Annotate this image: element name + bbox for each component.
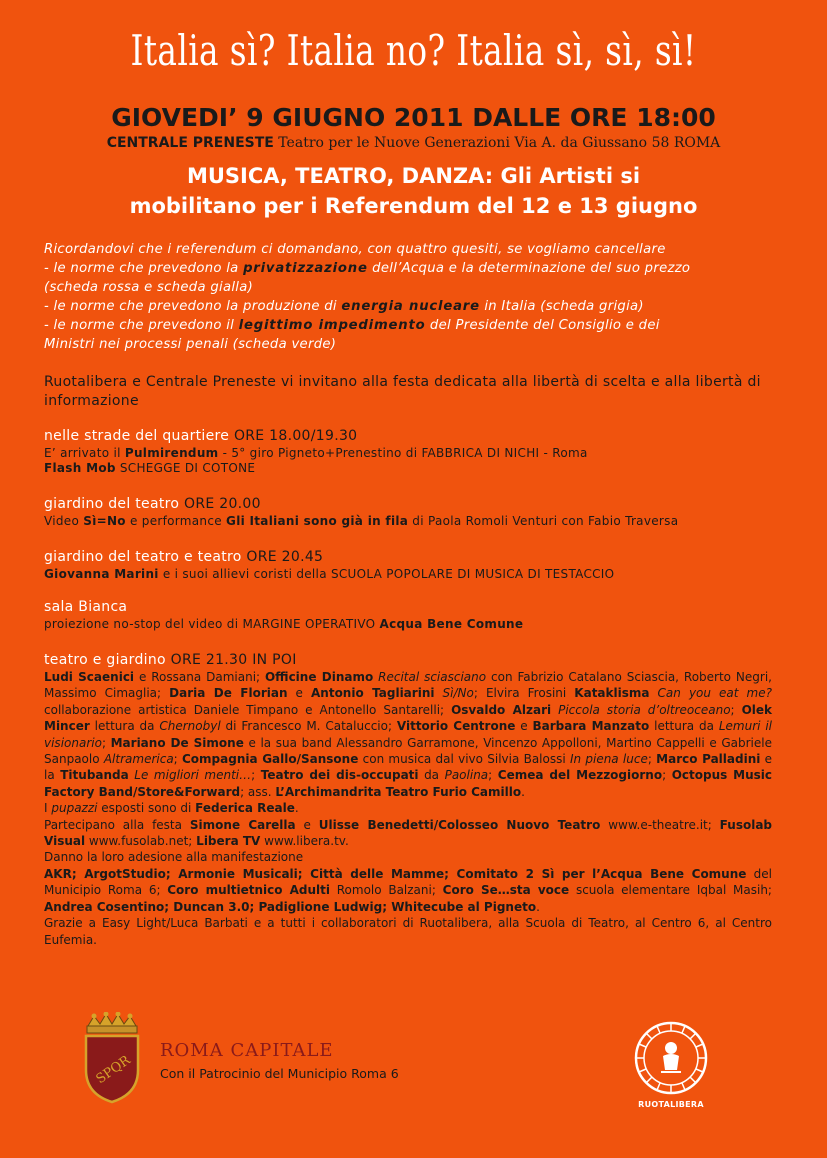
section-place: giardino del teatro e teatro — [44, 549, 247, 565]
intro-emphasis: energia nucleare — [341, 299, 480, 314]
t: Simone Carella — [189, 817, 296, 832]
t: www.fusolab.net; — [85, 834, 197, 849]
t: e la sua band Alessandro Garramone, Vincenzo Appolloni, Martino Cappelli e Gabriele Sanpaolo — [44, 735, 772, 767]
section-heading — [44, 651, 794, 670]
t: Marco Palladini — [656, 752, 761, 767]
invite-text: Ruotalibera e Centrale Preneste vi invitano alla festa dedicata alla libertà di scelta e alla libertà di informazione — [44, 374, 761, 409]
participants-paragraph — [44, 817, 772, 850]
t: lettura da — [89, 719, 160, 734]
t: Fusolab Visual — [44, 817, 773, 849]
headline-line-2: mobilitano per i Referendum del 12 e 13 giugno — [129, 194, 698, 218]
t: Ulisse Benedetti/Colosseo Nuovo Teatro — [318, 817, 601, 832]
text: - 5° giro Pigneto+Prenestino di FABBRICA DI NICHI - Roma — [218, 446, 588, 460]
intro-text: - le norme che prevedono la produzione di — [44, 299, 342, 314]
intro-line: Ricordandovi che i referendum ci domandano, con quattro quesiti, se vogliamo cancellare — [44, 242, 666, 257]
section-line — [44, 617, 794, 632]
t: ; — [251, 768, 261, 783]
intro-emphasis: privatizzazione — [243, 261, 368, 276]
intro-text: in Italia (scheda grigia) — [479, 299, 644, 314]
page-title: Italia sì? Italia no? Italia sì, sì, sì! — [130, 26, 697, 75]
headline-line-1: MUSICA, TEATRO, DANZA: Gli Artisti si — [186, 164, 641, 188]
t: Coro Se…sta voce — [442, 883, 570, 898]
section-time: ORE 20.45 — [246, 549, 324, 565]
t: . — [521, 784, 525, 799]
t: Libera TV — [196, 834, 261, 849]
section-heading: sala Bianca — [44, 599, 128, 615]
intro-line — [44, 297, 794, 316]
t: Recital sciasciano — [373, 670, 487, 684]
supporters-paragraph — [44, 866, 772, 915]
t: ; — [730, 702, 742, 717]
t: Mariano De Simone — [110, 735, 244, 750]
text-bold: Pulmirendum — [124, 446, 219, 460]
text: proiezione no-stop del video di MARGINE OPERATIVO — [44, 617, 380, 631]
event-venue — [0, 135, 827, 151]
text-bold: Gli Italiani sono già in fila — [226, 514, 409, 528]
t: ; Elvira Frosini — [473, 686, 575, 701]
intro-text: - le norme che prevedono la — [44, 261, 244, 276]
text: e i suoi allievi coristi della SCUOLA POPOLARE DI MUSICA DI TESTACCIO — [158, 567, 615, 581]
section-garden-2045 — [44, 548, 794, 582]
t: e Rossana Damiani; — [134, 670, 265, 684]
t: con Fabrizio Catalano Sciascia, Roberto Negri, Massimo Cimaglia; — [44, 670, 772, 701]
t: pupazzi — [51, 801, 98, 816]
intro-line: Ministri nei processi penali (scheda verde) — [44, 337, 337, 352]
t: AKR; ArgotStudio; Armonie Musicali; Città delle Mamme; Comitato 2 Sì per l’Acqua Bene Comune — [44, 866, 747, 881]
section-line — [44, 446, 794, 461]
t: Teatro dei dis-occupati — [260, 768, 419, 783]
text: E’ arrivato il — [44, 446, 125, 460]
t: con musica dal vivo Silvia Balossi — [358, 752, 570, 767]
t: L’Archimandrita Teatro Furio Camillo — [275, 784, 522, 799]
t: Vittorio Centrone — [396, 719, 516, 734]
section-theatre-garden — [44, 651, 794, 670]
referendum-intro — [44, 240, 794, 354]
ruotalibera-wheel-logo-icon — [633, 1020, 709, 1096]
text-bold: Sì=No — [83, 514, 126, 528]
t: Titubanda — [60, 768, 129, 783]
venue-address: Teatro per le Nuove Generazioni Via A. da Giussano 58 ROMA — [273, 135, 721, 151]
section-time: ORE 21.30 IN POI — [170, 652, 297, 668]
t: ; — [488, 768, 498, 783]
roma-capitale-label: ROMA CAPITALE — [160, 1040, 334, 1061]
text: SCHEGGE DI COTONE — [115, 461, 256, 475]
t: Antonio Tagliarini — [311, 686, 435, 701]
section-line — [44, 461, 794, 476]
section-streets — [44, 427, 794, 476]
t: e la — [44, 752, 773, 783]
performers-paragraph — [44, 669, 772, 800]
event-date: GIOVEDI’ 9 GIUGNO 2011 DALLE ORE 18:00 — [111, 103, 716, 132]
t: Lemuri il visionario — [44, 719, 773, 750]
t: Chernobyl — [159, 719, 221, 734]
intro-line — [44, 259, 794, 278]
t: Compagnia Gallo/Sansone — [181, 752, 359, 767]
intro-line — [44, 316, 794, 335]
t: Barbara Manzato — [532, 719, 650, 734]
headline — [0, 161, 827, 221]
t: . — [294, 801, 299, 816]
t: Partecipano alla festa — [44, 817, 190, 832]
t: www.libera.tv. — [260, 834, 349, 849]
t: Paolina — [444, 768, 489, 783]
venue-name: CENTRALE PRENESTE — [106, 135, 274, 151]
t: lettura da — [649, 719, 719, 734]
t: Andrea Cosentino; Duncan 3.0; Padiglione Ludwig; Whitecube al Pigneto — [44, 899, 537, 914]
adesione-line: Danno la loro adesione alla manifestazione — [44, 850, 304, 865]
t: Kataklisma — [574, 686, 650, 701]
intro-emphasis: legittimo impedimento — [238, 318, 426, 333]
t: Sì/No — [434, 686, 474, 701]
t: Federica Reale — [195, 801, 295, 816]
t: ; ass. — [240, 784, 276, 799]
t: di Francesco M. Cataluccio; — [220, 719, 397, 734]
t: ; — [101, 735, 111, 750]
t: scuola elementare Iqbal Masih; — [569, 883, 772, 898]
t: Le migliori menti… — [128, 768, 252, 783]
section-heading — [44, 548, 794, 567]
t: Altramerica — [103, 752, 174, 767]
t: www.e-theatre.it; — [600, 817, 720, 832]
t: ; — [662, 768, 672, 783]
t: e — [287, 686, 311, 701]
t: Cemea del Mezzogiorno — [497, 768, 663, 783]
t: I — [44, 801, 52, 816]
section-time: ORE 20.00 — [184, 496, 261, 512]
text-bold: Giovanna Marini — [44, 567, 159, 581]
t: esposti sono di — [97, 801, 196, 816]
ruotalibera-label: RUOTALIBERA — [638, 1100, 704, 1109]
section-place: giardino del teatro — [44, 496, 185, 512]
roma-capitale-crest-icon — [82, 1012, 142, 1104]
t: Piccola storia d’oltreoceano — [551, 702, 731, 717]
section-line — [44, 514, 794, 529]
t: Can you eat me? — [649, 686, 772, 701]
section-line — [44, 567, 794, 582]
svg-text:SPQR: SPQR — [93, 1052, 134, 1088]
t: e — [515, 719, 533, 734]
text-bold: Acqua Bene Comune — [379, 617, 524, 631]
t: In piena luce — [569, 752, 648, 767]
section-time: ORE 18.00/19.30 — [233, 428, 358, 444]
t: Officine Dinamo — [264, 670, 374, 684]
text: Video — [44, 514, 84, 528]
credits-block — [44, 669, 772, 948]
t: Ludi Scaenici — [44, 670, 135, 684]
section-sala-bianca — [44, 598, 794, 632]
section-heading — [44, 495, 794, 514]
intro-text: dell’Acqua e la determinazione del suo prezzo — [367, 261, 691, 276]
text: e performance — [125, 514, 227, 528]
section-garden-2000 — [44, 495, 794, 529]
patronage-text: Con il Patrocinio del Municipio Roma 6 — [160, 1066, 399, 1081]
t: ; — [647, 752, 657, 767]
text: di Paola Romoli Venturi con Fabio Traversa — [408, 514, 679, 528]
intro-text: del Presidente del Consiglio e dei — [425, 318, 660, 333]
t: . — [536, 899, 540, 914]
t: collaborazione artistica Daniele Timpano e Antonello Santarelli; — [44, 702, 452, 717]
t: Osvaldo Alzari — [451, 702, 552, 717]
t: ; — [173, 752, 182, 767]
section-place: nelle strade del quartiere — [44, 428, 234, 444]
intro-line: (scheda rossa e scheda gialla) — [44, 280, 254, 295]
t: da — [418, 768, 445, 783]
t: del Municipio Roma 6; — [44, 866, 772, 898]
text-bold: Flash Mob — [44, 461, 116, 475]
section-heading — [44, 427, 794, 446]
t: Daria De Florian — [169, 686, 288, 701]
intro-text: - le norme che prevedono il — [44, 318, 239, 333]
pupazzi-line — [44, 800, 772, 816]
t: Romolo Balzani; — [329, 883, 443, 898]
t: Coro multietnico Adulti — [167, 883, 330, 898]
t: Octopus Music Factory Band/Store&Forward — [44, 768, 773, 799]
thanks-paragraph: Grazie a Easy Light/Luca Barbati e a tutti i collaboratori di Ruotalibera, alla Scuola di Teatro, al Centro 6, al Centro Eufemia. — [44, 916, 772, 947]
section-place: teatro e giardino — [44, 652, 171, 668]
t: e — [295, 817, 319, 832]
t: Olek Mincer — [44, 702, 772, 734]
